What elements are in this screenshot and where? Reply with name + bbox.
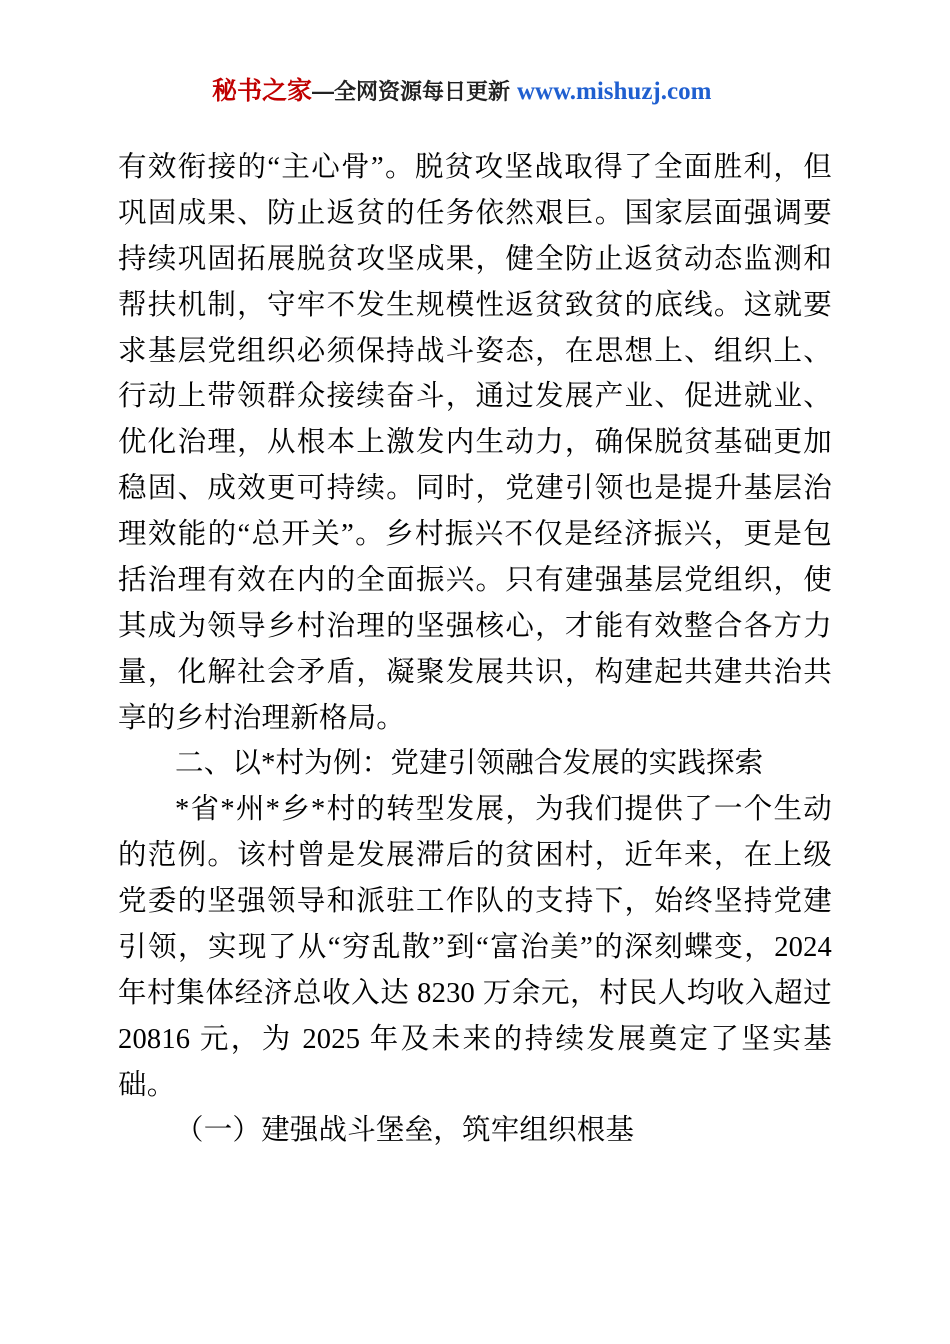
document-body [118,145,832,1154]
paragraph: *省*州*乡*村的转型发展，为我们提供了一个生动的范例。该村曾是发展滞后的贫困村，近年来，在上级党委的坚强领导和派驻工作队的支持下，始终坚持党建引领，实现了从“穷乱散”到“富治美”的深刻蝶变，2024 年村集体经济总收入达 8230 万余元，村民人均收入超过 20816 元，为 2025 年及未来的持续发展奠定了坚实基础。 [118,794,832,1101]
paragraph-heading-subsection-one: （一）建强战斗堡垒，筑牢组织根基 [175,1115,635,1147]
paragraph-heading-section-two: 二、以*村为例：党建引领融合发展的实践探索 [175,748,764,780]
paragraph: 有效衔接的“主心骨”。脱贫攻坚战取得了全面胜利，但巩固成果、防止返贫的任务依然艰巨。国家层面强调要持续巩固拓展脱贫攻坚成果，健全防止返贫动态监测和帮扶机制，守牢不发生规模性返贫致贫的底线。这就要求基层党组织必须保持战斗姿态，在思想上、组织上、行动上带领群众接续奋斗，通过发展产业、促进就业、优化治理，从根本上激发内生动力，确保脱贫基础更加稳固、成效更可持续。同时，党建引领也是提升基层治理效能的“总开关”。乡村振兴不仅是经济振兴，更是包括治理有效在内的全面振兴。只有建强基层党组织，使其成为领导乡村治理的坚强核心，才能有效整合各方力量，化解社会矛盾，凝聚发展共识，构建起共建共治共享的乡村治理新格局。 [118,152,832,734]
site-tagline: —全网资源每日更新 [312,79,511,104]
site-header [212,76,832,107]
site-url[interactable]: www.mishuzj.com [516,78,712,105]
site-brand: 秘书之家 [212,77,313,105]
